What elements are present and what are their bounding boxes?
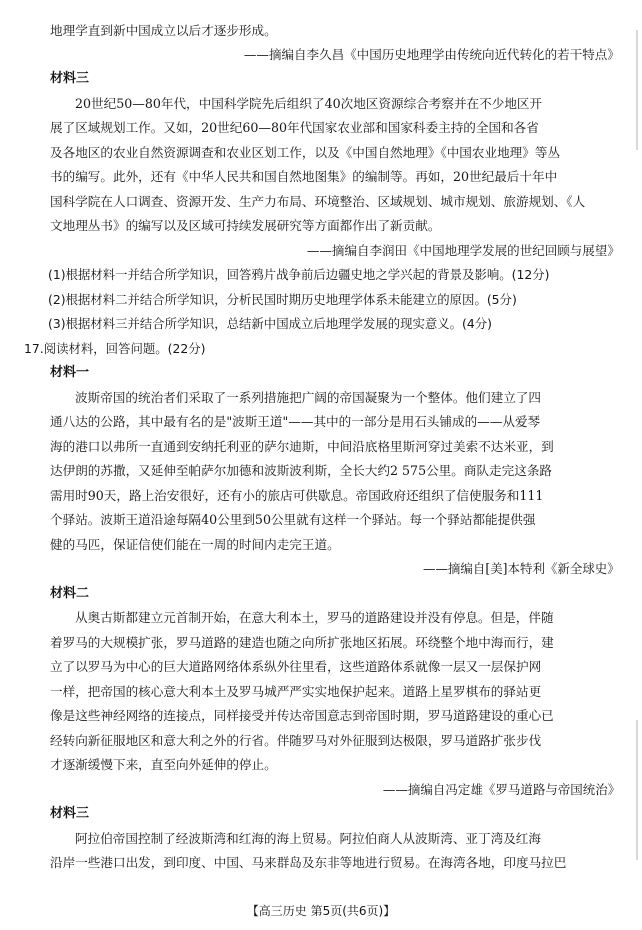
material-heading: 材料三 xyxy=(50,806,90,821)
paragraph-line: 文地理丛书》的编写以及区域可持续发展研究等方面都作出了新贡献。 xyxy=(50,218,441,233)
paragraph-line: 波斯帝国的统治者们采取了一系列措施把广阔的帝国凝聚为一个整体。他们建立了四 xyxy=(75,390,541,405)
question-item: (3)根据材料三并结合所学知识，总结新中国成立后地理学发展的现实意义。(4分) xyxy=(48,316,492,331)
paragraph-line: 经转向新征服地区和意大利之外的行省。伴随罗马对外征服到达极限，罗马道路扩张步伐 xyxy=(50,733,542,748)
paragraph-line: 20世纪50—80年代，中国科学院先后组织了40次地区资源综合考察并在不少地区开 xyxy=(75,96,543,111)
paragraph-line: 地理学直到新中国成立以后才逐步形成。 xyxy=(50,23,277,38)
paragraph-line: 国科学院在人口调查、资源开发、生产力布局、环境整治、区域规划、城市规划、旅游规划、《人 xyxy=(50,194,586,209)
paragraph-line: 才逐渐缓慢下来，直至向外延伸的停止。 xyxy=(50,757,277,772)
paragraph-line: 一样，把帝国的核心意大利本土及罗马城严严实实地保护起来。道路上星罗棋布的驿站更 xyxy=(50,684,542,699)
source-citation: ——摘编自[美]本特利《新全球史》 xyxy=(423,561,620,576)
paragraph-line: 从奥古斯都建立元首制开始，在意大利本土，罗马的道路建设并没有停息。但是，伴随 xyxy=(75,610,554,625)
material-heading: 材料三 xyxy=(50,71,90,86)
paragraph-line: 立了以罗马为中心的巨大道路网络体系纵外往里看，这些道路体系就像一层又一层保护网 xyxy=(50,659,542,674)
page-footer: 【高三历史 第5页(共6页)】 xyxy=(246,904,396,918)
paragraph-line: 需用时90天，路上治安很好，还有小的旅店可供歇息。帝国政府还组织了信使服务和111 xyxy=(50,488,544,503)
paragraph-line: 个驿站。波斯王道沿途每隔40公里到50公里就有这样一个驿站。每一个驿站都能提供强 xyxy=(50,512,536,527)
source-citation: ——摘编自李润田《中国地理学发展的世纪回顾与展望》 xyxy=(307,243,620,258)
scan-edge-mark xyxy=(636,30,638,150)
source-citation: ——摘编自冯定雄《罗马道路与帝国统治》 xyxy=(382,782,620,797)
material-heading: 材料二 xyxy=(50,586,90,601)
question-17-label: 17.阅读材料，回答问题。(22分) xyxy=(24,341,206,356)
paragraph-line: 阿拉伯帝国控制了经波斯湾和红海的海上贸易。阿拉伯商人从波斯湾、亚丁湾及红海 xyxy=(75,831,541,846)
paragraph-line: 达伊朗的苏撒，又延伸至帕萨尔加德和波斯波利斯，全长大约2 575公里。商队走完这条路 xyxy=(50,463,553,478)
material-heading: 材料一 xyxy=(50,365,90,380)
paragraph-line: 展了区域规划工作。又如，20世纪60—80年代国家农业部和国家科委主持的全国和各省 xyxy=(50,120,539,135)
paragraph-line: 沿岸一些港口出发，到印度、中国、马来群岛及东非等地进行贸易。在海湾各地，印度马拉巴 xyxy=(50,855,567,870)
question-item: (1)根据材料一并结合所学知识，回答鸦片战争前后边疆史地之学兴起的背景及影响。(12分) xyxy=(48,267,550,282)
paragraph-line: 及各地区的农业自然资源调查和农业区划工作，以及《中国自然地理》《中国农业地理》等丛 xyxy=(50,145,561,160)
paragraph-line: 着罗马的大规模扩张，罗马道路的建造也随之向所扩张地区拓展。环绕整个地中海而行，建 xyxy=(50,635,554,650)
paragraph-line: 书的编写。此外，还有《中华人民共和国自然地图集》的编制等。再如，20世纪最后十年中 xyxy=(50,169,558,184)
paragraph-line: 健的马匹，保证信使们能在一周的时间内走完王道。 xyxy=(50,537,340,552)
paragraph-line: 通八达的公路，其中最有名的是"波斯王道"——其中的一部分是用石头铺成的——从爱琴 xyxy=(50,414,541,429)
paragraph-line: 像是这些神经网络的连接点，同样接受并传达帝国意志到帝国时期，罗马道路建设的重心已 xyxy=(50,708,554,723)
paragraph-line: 海的港口以弗所一直通到安纳托利亚的萨尔迪斯，中间沿底格里斯河穿过美索不达米亚，到 xyxy=(50,439,554,454)
scan-edge-mark xyxy=(636,720,638,860)
question-item: (2)根据材料二并结合所学知识，分析民国时期历史地理学体系未能建立的原因。(5分) xyxy=(48,292,517,307)
source-citation: ——摘编自李久昌《中国历史地理学由传统向近代转化的若干特点》 xyxy=(244,47,620,62)
